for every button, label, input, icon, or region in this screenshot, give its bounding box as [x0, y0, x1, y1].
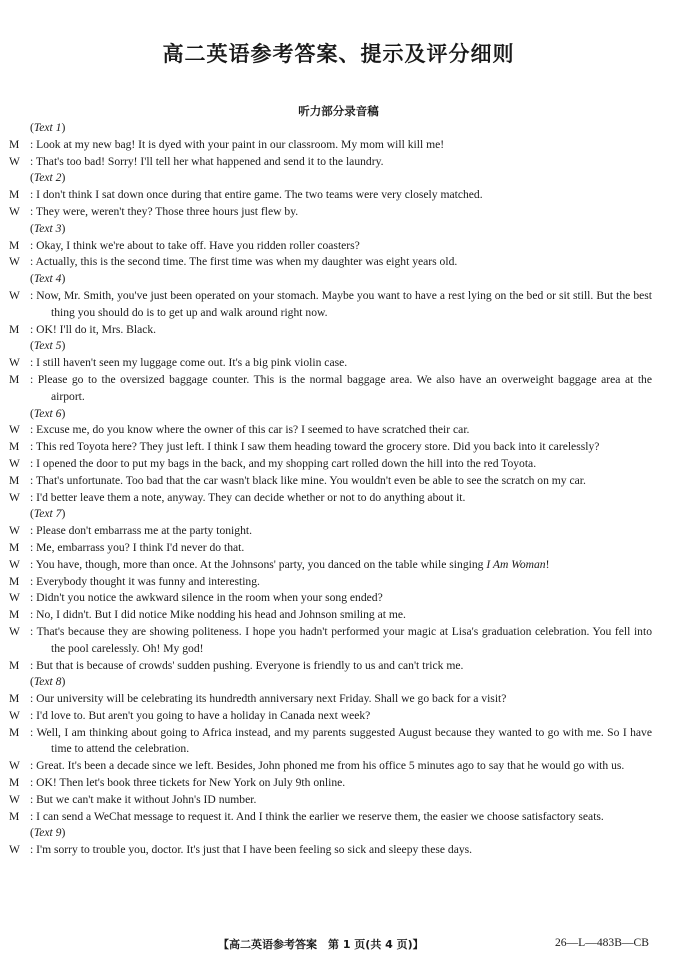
text-label: (Text 9) — [30, 826, 66, 840]
utterance: Great. It's been a decade since we left. Besides, John phoned me from his office 5 minutes ago to say that he would go with us. — [36, 759, 625, 773]
utterance: But we can't make it without John's ID number. — [36, 792, 257, 806]
dialogue-line: W : But we can't make it without John's ID number. — [9, 792, 257, 806]
utterance: I don't think I sat down once during that entire game. The two teams were very closely matched. — [36, 188, 483, 202]
dialogue-line: W : That's because they are showing politeness. I hope you hadn't performed your magic at Lisa's graduation celebration. You fell into the pool carelessly. Oh! My god! — [9, 624, 652, 655]
dialogue-line: M : Me, embarrass you? I think I'd never do that. — [9, 540, 245, 554]
footer-page-info: 【高二英语参考答案 第 1 页(共 4 页)】 — [218, 938, 424, 951]
text-label: (Text 4) — [30, 272, 66, 286]
song-title: I Am Woman — [486, 557, 546, 571]
dialogue-line: W : You have, though, more than once. At the Johnsons' party, you danced on the table while singing I Am Woman! — [9, 557, 550, 571]
utterance: But that is because of crowds' sudden pushing. Everyone is friendly to us and can't trick me. — [36, 658, 464, 672]
utterance: Our university will be celebrating its hundredth anniversary next Friday. Shall we go back for a visit? — [36, 692, 507, 706]
footer-code: 26—L—483B—CB — [554, 936, 649, 949]
text-label: (Text 7) — [30, 507, 66, 521]
utterance: Please don't embarrass me at the party tonight. — [36, 524, 252, 538]
dialogue-line: W : I opened the door to put my bags in the back, and my shopping cart rolled down the hill into the red Toyota. — [9, 456, 537, 470]
dialogue-line: W : That's too bad! Sorry! I'll tell her what happened and send it to the laundry. — [9, 154, 384, 168]
utterance: Excuse me, do you know where the owner of this car is? I seemed to have scratched their car. — [36, 423, 470, 437]
dialogue-line: W : I still haven't seen my luggage come out. It's a big pink violin case. — [9, 356, 348, 370]
dialogue-line: M : No, I didn't. But I did notice Mike nodding his head and Johnson smiling at me. — [9, 608, 406, 622]
page-title: 高二英语参考答案、提示及评分细则 — [162, 42, 515, 66]
dialogue-line: M : OK! Then let's book three tickets for New York on July 9th online. — [9, 776, 346, 790]
utterance: I'd love to. But aren't you going to have a holiday in Canada next week? — [36, 708, 371, 722]
utterance: Everybody thought it was funny and interesting. — [36, 574, 260, 588]
utterance: OK! Then let's book three tickets for New York on July 9th online. — [36, 776, 346, 790]
dialogue-line: M : Look at my new bag! It is dyed with your paint in our classroom. My mom will kill me! — [9, 137, 445, 151]
utterance: Didn't you notice the awkward silence in the room when your song ended? — [36, 591, 383, 605]
utterance: That's because they are showing politeness. I hope you hadn't performed your magic at Lisa's graduation celebration. You fell into the pool carelessly. Oh! My god! — [36, 624, 652, 655]
text-label: (Text 5) — [30, 339, 66, 353]
dialogue-line: W : Please don't embarrass me at the party tonight. — [9, 524, 252, 538]
dialogue-line: M : That's unfortunate. Too bad that the car wasn't black like mine. You wouldn't even be able to see the scratch on my car. — [9, 473, 586, 487]
dialogue-line: W : Didn't you notice the awkward silence in the room when your song ended? — [9, 591, 383, 605]
dialogue-line: W : Great. It's been a decade since we left. Besides, John phoned me from his office 5 minutes ago to say that he would go with us. — [9, 759, 625, 773]
utterance: Well, I am thinking about going to Africa instead, and my parents suggested August because they wanted to go with me. So I have time to attend the celebration. — [36, 725, 652, 756]
dialogue-line: W : They were, weren't they? Those three hours just flew by. — [9, 204, 299, 218]
punctuation: ! — [545, 557, 550, 571]
utterance: OK! I'll do it, Mrs. Black. — [36, 322, 157, 336]
text-label: (Text 6) — [30, 406, 66, 420]
utterance: That's too bad! Sorry! I'll tell her what happened and send it to the laundry. — [35, 154, 384, 168]
dialogue-line: M : Okay, I think we're about to take off. Have you ridden roller coasters? — [9, 238, 360, 252]
dialogue-line: M : But that is because of crowds' sudden pushing. Everyone is friendly to us and can't trick me. — [9, 658, 464, 672]
dialogue-line: M : Our university will be celebrating its hundredth anniversary next Friday. Shall we go back for a visit? — [9, 692, 507, 706]
section-subtitle: 听力部分录音稿 — [298, 104, 379, 118]
text-label: (Text 3) — [30, 221, 66, 235]
dialogue-line: W : Now, Mr. Smith, you've just been operated on your stomach. Maybe you want to have a rest lying on the bed or sit still. But the best thing you should do is to get up and walk around right now. — [9, 288, 652, 319]
utterance: That's unfortunate. Too bad that the car wasn't black like mine. You wouldn't even be able to see the scratch on my car. — [35, 473, 586, 487]
utterance: I'm sorry to trouble you, doctor. It's just that I have been feeling so sick and sleepy these days. — [36, 843, 473, 857]
dialogue-line: M : This red Toyota here? They just left. I think I saw them heading toward the grocery store. Did you back into it carelessly? — [9, 440, 600, 454]
dialogue-line: M : I don't think I sat down once during that entire game. The two teams were very closely matched. — [9, 188, 483, 202]
dialogue-line: M : Well, I am thinking about going to Africa instead, and my parents suggested August because they wanted to go with me. So I have time to attend the celebration. — [9, 725, 652, 756]
utterance: They were, weren't they? Those three hours just flew by. — [35, 204, 299, 218]
dialogue-line: M : Please go to the oversized baggage counter. This is the normal baggage area. We also have an overweight baggage area at the airport. — [9, 372, 652, 403]
utterance: This red Toyota here? They just left. I think I saw them heading toward the grocery store. Did you back into it carelessly? — [35, 440, 600, 454]
utterance: I still haven't seen my luggage come out. It's a big pink violin case. — [36, 356, 348, 370]
transcript-body — [9, 120, 652, 859]
dialogue-line: W : Excuse me, do you know where the owner of this car is? I seemed to have scratched their car. — [9, 423, 470, 437]
utterance: I can send a WeChat message to request it. And I think the earlier we reserve them, the easier we choose satisfactory seats. — [36, 809, 604, 823]
utterance: Okay, I think we're about to take off. Have you ridden roller coasters? — [36, 238, 360, 252]
utterance: Actually, this is the second time. The first time was when my daughter was eight years old. — [35, 255, 458, 269]
utterance: Look at my new bag! It is dyed with your paint in our classroom. My mom will kill me! — [36, 137, 445, 151]
utterance: Now, Mr. Smith, you've just been operated on your stomach. Maybe you want to have a rest lying on the bed or sit still. But the best thing you should do is to get up and walk around right now. — [36, 288, 652, 319]
utterance: Please go to the oversized baggage counter. This is the normal baggage area. We also have an overweight baggage area at the airport. — [37, 372, 652, 403]
utterance: I opened the door to put my bags in the back, and my shopping cart rolled down the hill into the red Toyota. — [36, 456, 537, 470]
text-label: (Text 8) — [30, 675, 66, 689]
dialogue-line: M : OK! I'll do it, Mrs. Black. — [9, 322, 157, 336]
utterance: Me, embarrass you? I think I'd never do that. — [36, 540, 245, 554]
utterance: You have, though, more than once. At the Johnsons' party, you danced on the table while singing — [35, 557, 484, 571]
dialogue-line: W : I'd love to. But aren't you going to have a holiday in Canada next week? — [9, 708, 371, 722]
text-label: (Text 1) — [30, 121, 66, 134]
utterance: I'd better leave them a note, anyway. They can decide whether or not to do anything about it. — [36, 490, 466, 504]
dialogue-line: W : Actually, this is the second time. The first time was when my daughter was eight years old. — [9, 255, 458, 269]
dialogue-line: W : I'm sorry to trouble you, doctor. It's just that I have been feeling so sick and sleepy these days. — [9, 843, 473, 857]
dialogue-line: W : I'd better leave them a note, anyway. They can decide whether or not to do anything about it. — [9, 490, 466, 504]
text-label: (Text 2) — [30, 171, 66, 185]
dialogue-line: M : I can send a WeChat message to request it. And I think the earlier we reserve them, the easier we choose satisfactory seats. — [9, 809, 604, 823]
dialogue-line: M : Everybody thought it was funny and interesting. — [9, 574, 260, 588]
utterance: No, I didn't. But I did notice Mike nodding his head and Johnson smiling at me. — [36, 608, 406, 622]
